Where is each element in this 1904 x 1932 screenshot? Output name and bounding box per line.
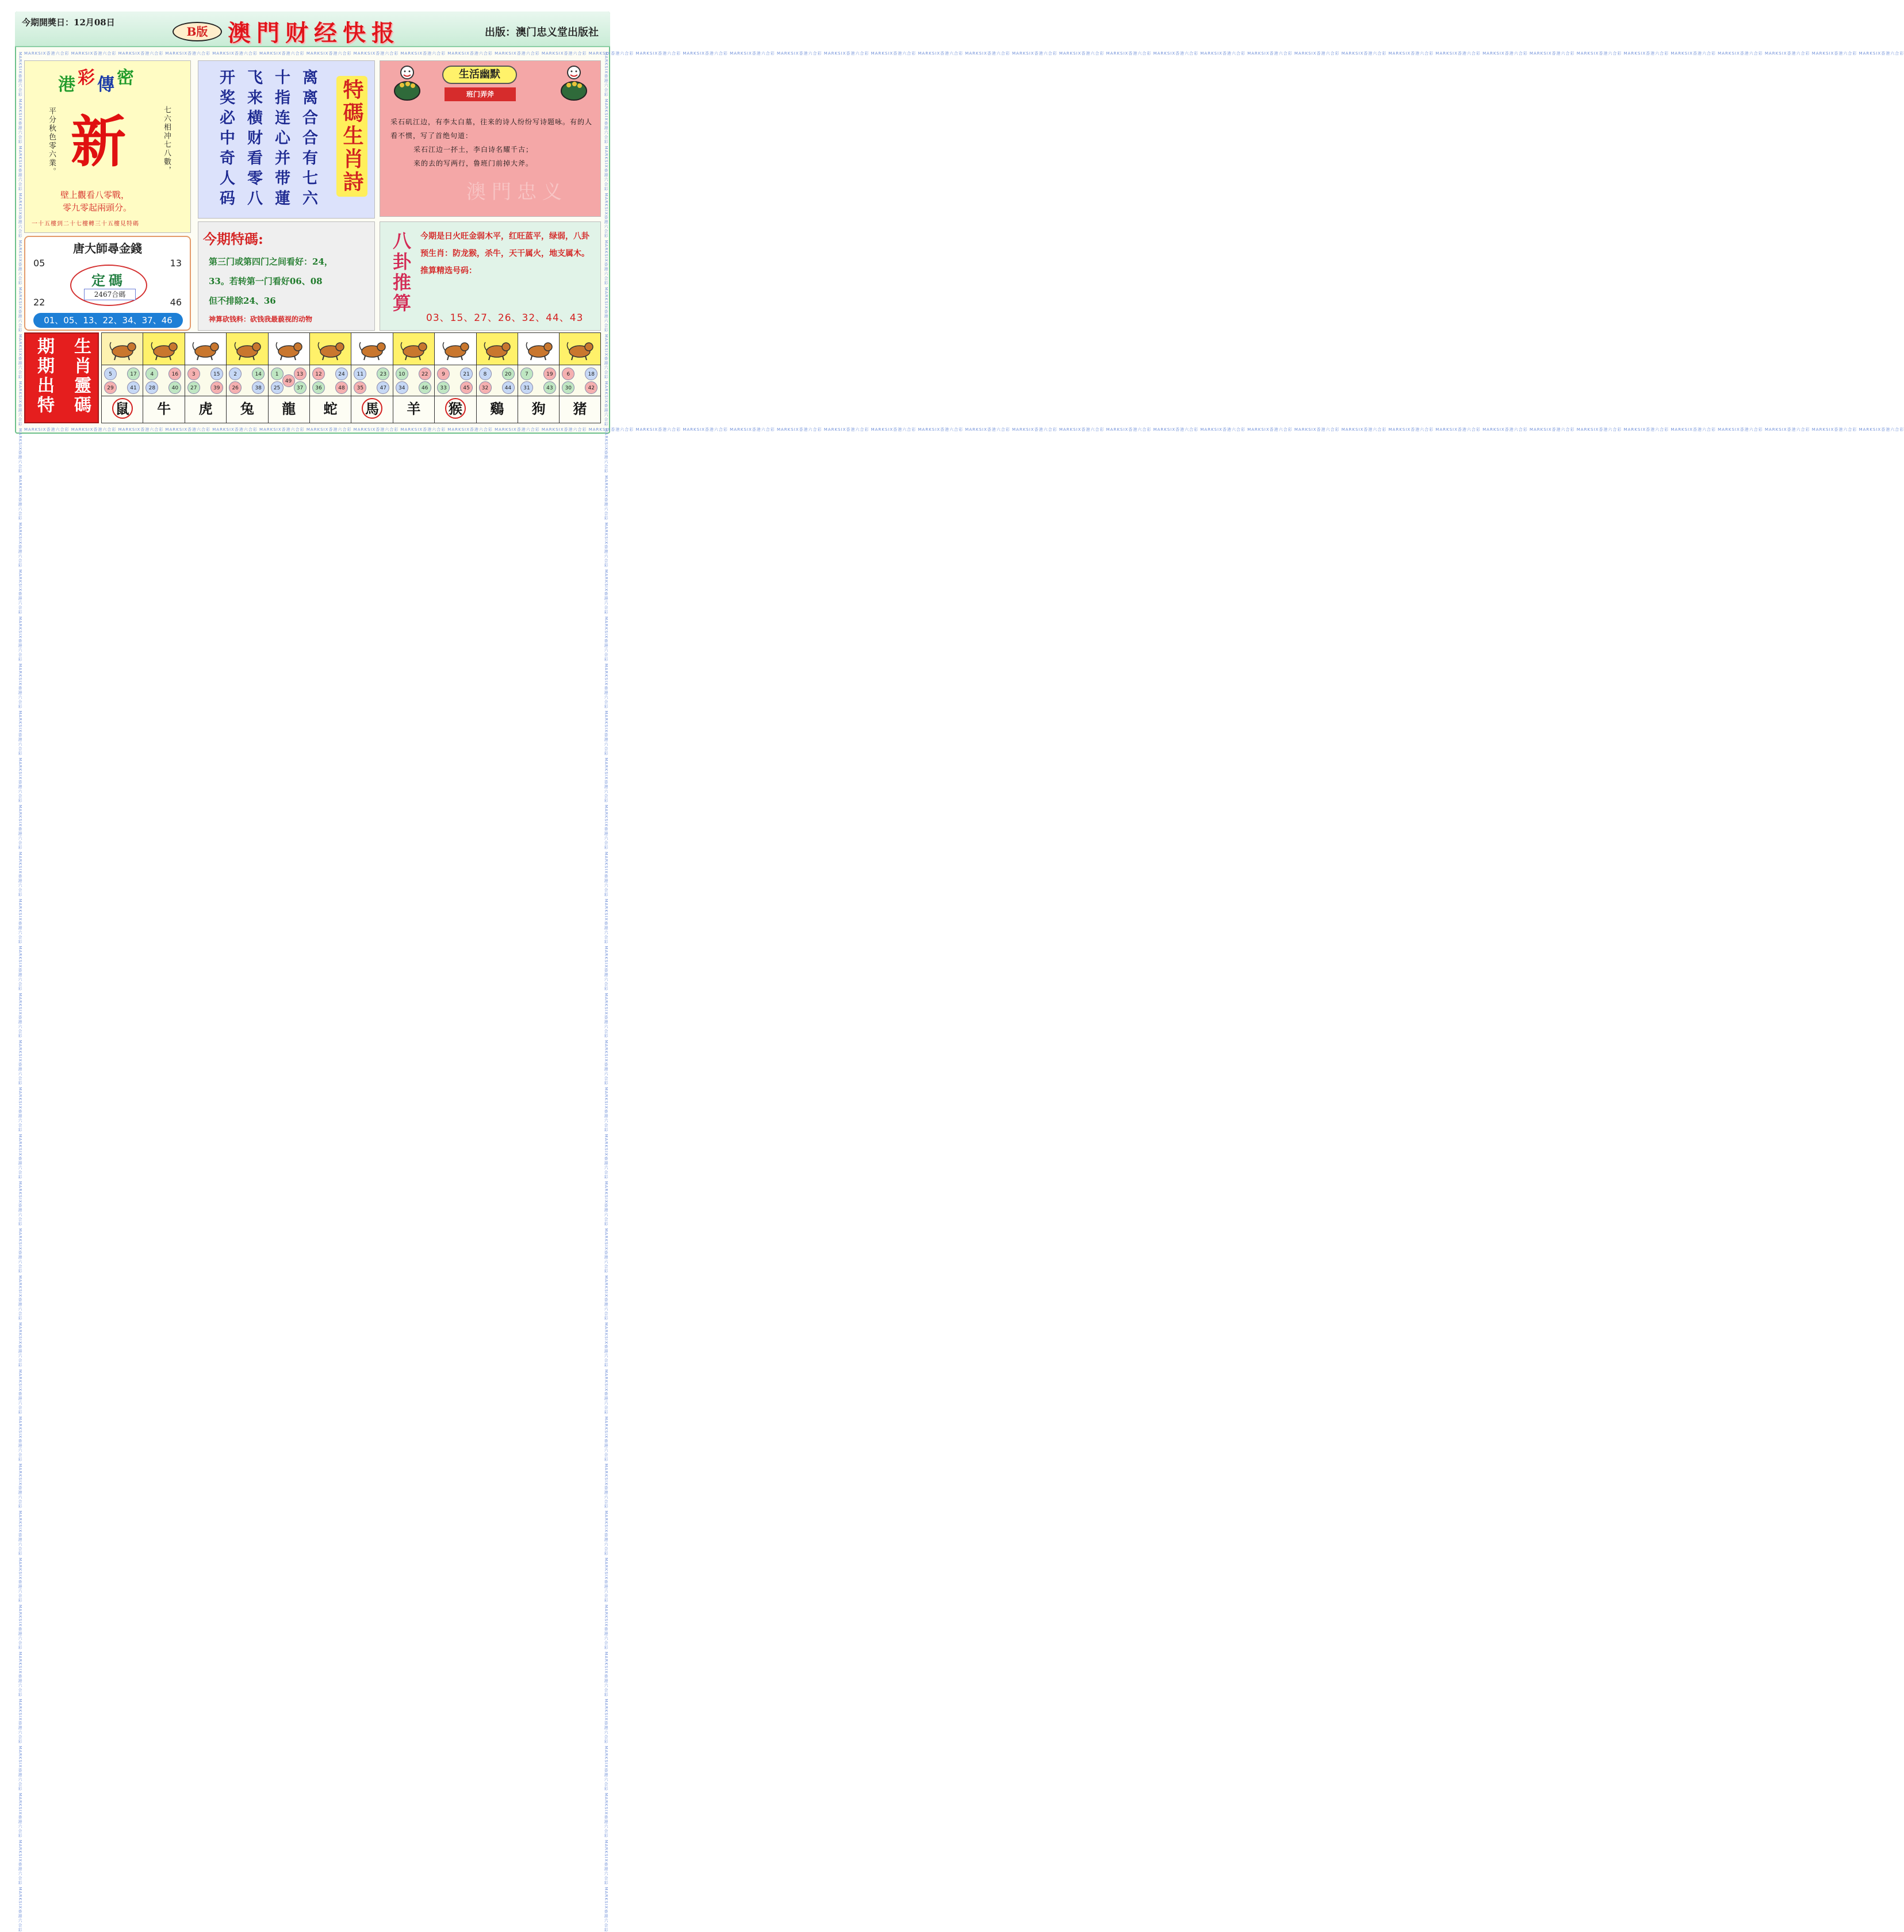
bagua-panel: [380, 221, 601, 331]
humor-title: 生活幽默: [442, 66, 517, 84]
number-balls: [393, 365, 434, 396]
humor-paragraph: 采石矶江边，有李太白墓，往来的诗人纷纷写诗题咏。有的人看不惯，写了首绝句道：: [390, 118, 593, 140]
horse-icon: [351, 333, 392, 365]
number-ball: 8: [479, 368, 492, 380]
zodiac-name: 牛: [157, 400, 171, 417]
zodiac-name: 龍: [282, 400, 296, 417]
monkey-icon: [435, 333, 476, 365]
zodiac-name: [351, 396, 392, 423]
poem-column: 离离合合有七六: [300, 69, 317, 210]
number-ball: 3: [187, 368, 200, 380]
number-ball: 28: [145, 381, 158, 394]
number-balls: [227, 365, 267, 396]
number-ball: 29: [104, 381, 117, 394]
special-line-1: 第三门或第四门之间看好：24，: [209, 257, 333, 267]
number-ball: 41: [127, 381, 140, 394]
zodiac-label-col-1: 生肖靈碼: [71, 337, 91, 415]
rooster-icon: [477, 333, 518, 365]
fixed-code-ellipse: [70, 265, 147, 306]
zodiac-cell: [351, 332, 392, 423]
zodiac-cell: [476, 332, 518, 423]
humor-panel: [380, 60, 601, 217]
zodiac-cell: [309, 332, 351, 423]
zodiac-table: [24, 332, 601, 426]
number-balls: [351, 365, 392, 396]
poem-panel: [198, 60, 375, 219]
number-ball: 49: [282, 374, 295, 387]
combo-code: 2467合碼: [84, 289, 136, 300]
zodiac-name: [435, 396, 476, 423]
bagua-numbers: 03、15、27、26、32、44、43: [426, 312, 584, 324]
number-balls: [185, 365, 226, 396]
number-ball: 22: [419, 368, 431, 380]
number-ball: 31: [520, 381, 533, 394]
rat-icon: [102, 333, 143, 365]
logo-char: 港: [58, 75, 75, 95]
zodiac-label-col-2: 期期出特: [34, 337, 54, 415]
bagua-label: 八卦推算: [390, 231, 412, 314]
number-ball: 20: [502, 368, 515, 380]
circled-zodiac-name: 鼠: [112, 398, 133, 419]
secret-logo: [58, 67, 136, 95]
logo-char: 密: [117, 68, 134, 88]
number-ball: 5: [104, 368, 117, 380]
number-balls: [477, 365, 518, 396]
number-ball: 14: [252, 368, 265, 380]
couplet-line-1: 壁上觀看八零戰，: [60, 190, 130, 200]
zodiac-cell: [143, 332, 184, 423]
number-ball: 46: [419, 381, 431, 394]
logo-char: 傳: [97, 75, 114, 95]
number-ball: 43: [543, 381, 556, 394]
zodiac-name: 猪: [573, 400, 587, 417]
corner-number-bottom-right: 46: [170, 297, 182, 308]
number-balls: [435, 365, 476, 396]
watermark: 澳門忠义: [466, 181, 568, 204]
number-ball: 45: [460, 381, 473, 394]
zodiac-label: [24, 332, 99, 423]
circled-zodiac-name: 馬: [362, 398, 382, 419]
number-ball: 19: [543, 368, 556, 380]
humor-subtitle: 班门弄斧: [445, 87, 516, 101]
couplet: [60, 189, 132, 214]
zodiac-cell: [268, 332, 309, 423]
zodiac-name: 羊: [407, 400, 421, 417]
poem-column: 飞来横财看零八: [244, 69, 262, 210]
poem-label: 特碼生肖詩: [336, 76, 367, 197]
number-ball: 21: [460, 368, 473, 380]
number-ball: 30: [562, 381, 574, 394]
issue-date: 今期開獎日：12月08日: [22, 17, 115, 28]
number-ball: 18: [585, 368, 597, 380]
number-ball: 12: [312, 368, 325, 380]
logo-char: 彩: [78, 68, 95, 88]
zodiac-cell: [185, 332, 226, 423]
paper-title: 澳門财经快报: [228, 20, 400, 47]
number-ball: 9: [437, 368, 450, 380]
number-ball: 34: [396, 381, 408, 394]
right-strip: MARKSIX香港六合彩 MARKSIX香港六合彩 MARKSIX香港六合彩 MARKSIX香港六合彩 MARKSIX香港六合彩 MARKSIX香港六合彩 MARKSIX香港六合彩 MARKSIX香港六合彩 MARKSIX香港六合彩 MARKSIX香港六合彩 MARKSIX香港六合彩 MARKSIX香港六合彩 MARKSIX香港六合彩 MARKSIX香港六合彩 MARKSIX香港六合彩 MARKSIX香港六合彩 MARKSIX香港六合彩 MARKSIX香港六合彩 MARKSIX香港六合彩 MARKSIX香港六合彩 MARKSIX香港六合彩 MARKSIX香港六合彩 MARKSIX香港六合彩 MARKSIX香港六合彩 MARKSIX香港六合彩 MARKSIX香港六合彩 MARKSIX香港六合彩 MARKSIX香港六合彩 MARKSIX香港六合彩 MARKSIX香港六合彩 MARKSIX香港六合彩 MARKSIX香港六合彩 MARKSIX香港六合彩 MARKSIX香港六合彩 MARKSIX香港六合彩 MARKSIX香港六合彩 MARKSIX香港六合彩 MARKSIX香港六合彩 MARKSIX香港六合彩 MARKSIX香港六合彩: [604, 52, 608, 1932]
mascot-money-bag-icon: [390, 63, 424, 101]
secret-panel: [24, 60, 191, 233]
number-ball: 44: [502, 381, 515, 394]
zodiac-name: 兔: [240, 400, 254, 417]
number-ball: 24: [335, 368, 348, 380]
number-ball: 6: [562, 368, 574, 380]
couplet-line-2: 零九零起兩頭分。: [63, 202, 132, 213]
pig-icon: [560, 333, 600, 365]
number-ball: 17: [127, 368, 140, 380]
right-verse-column: 七六相冲七八數，: [162, 106, 171, 175]
special-riddle: 神算砍钱料：砍钱我最藐视的动物: [209, 315, 313, 323]
number-ball: 25: [271, 381, 284, 394]
number-balls: [310, 365, 351, 396]
zodiac-name: 虎: [198, 400, 213, 417]
number-ball: 26: [229, 381, 242, 394]
number-ball: 37: [294, 381, 307, 394]
zodiac-cell: [226, 332, 267, 423]
zodiac-name: 狗: [531, 400, 546, 417]
corner-number-top-right: 13: [170, 258, 182, 269]
dog-icon: [518, 333, 559, 365]
zodiac-cell: [518, 332, 559, 423]
circled-zodiac-name: 猴: [445, 398, 466, 419]
humor-story: [390, 115, 595, 170]
tiger-icon: [185, 333, 226, 365]
tang-title: 唐大師尋金錢: [73, 242, 142, 255]
zodiac-cell: [101, 332, 143, 423]
number-ball: 40: [168, 381, 181, 394]
number-ball: 10: [396, 368, 408, 380]
number-ball: 7: [520, 368, 533, 380]
number-ball: 36: [312, 381, 325, 394]
number-ball: 4: [145, 368, 158, 380]
number-ball: 11: [354, 368, 366, 380]
number-ball: 42: [585, 381, 597, 394]
bottom-strip: MARKSIX香港六合彩 MARKSIX香港六合彩 MARKSIX香港六合彩 MARKSIX香港六合彩 MARKSIX香港六合彩 MARKSIX香港六合彩 MARKSIX香港六合彩 MARKSIX香港六合彩 MARKSIX香港六合彩 MARKSIX香港六合彩 MARKSIX香港六合彩 MARKSIX香港六合彩 MARKSIX香港六合彩 MARKSIX香港六合彩 MARKSIX香港六合彩 MARKSIX香港六合彩 MARKSIX香港六合彩 MARKSIX香港六合彩 MARKSIX香港六合彩 MARKSIX香港六合彩 MARKSIX香港六合彩 MARKSIX香港六合彩 MARKSIX香港六合彩 MARKSIX香港六合彩 MARKSIX香港六合彩 MARKSIX香港六合彩 MARKSIX香港六合彩 MARKSIX香港六合彩 MARKSIX香港六合彩 MARKSIX香港六合彩 MARKSIX香港六合彩 MARKSIX香港六合彩 MARKSIX香港六合彩 MARKSIX香港六合彩 MARKSIX香港六合彩 MARKSIX香港六合彩 MARKSIX香港六合彩 MARKSIX香港六合彩 MARKSIX香港六合彩 MARKSIX香港六合彩: [24, 427, 1904, 432]
number-balls: [560, 365, 600, 396]
special-code-panel: [198, 221, 375, 331]
number-ball: 38: [252, 381, 265, 394]
special-line-2: 33。若转第一门看好06、08: [209, 276, 323, 286]
zodiac-cell: [393, 332, 434, 423]
number-ball: 1: [271, 368, 284, 380]
poem-column: 十指连心并带蓮: [272, 69, 290, 210]
publisher: 出版：澳门忠义堂出版社: [485, 26, 599, 39]
special-title: 今期特碼:: [203, 231, 263, 247]
tang-panel: [24, 236, 191, 331]
corner-number-top-left: 05: [33, 258, 45, 269]
number-ball: 13: [294, 368, 307, 380]
tang-numbers: 01、05、13、22、34、37、46: [33, 313, 183, 328]
number-ball: 23: [377, 368, 389, 380]
number-ball: 35: [354, 381, 366, 394]
number-balls: [269, 365, 309, 396]
rabbit-icon: [227, 333, 267, 365]
number-ball: 15: [210, 368, 223, 380]
number-ball: 47: [377, 381, 389, 394]
zodiac-cell: [434, 332, 476, 423]
zodiac-name: 蛇: [323, 400, 338, 417]
poem-column: 开奖必中奇人码: [217, 69, 235, 210]
number-ball: 2: [229, 368, 242, 380]
humor-verse-1: 采石江边一抔土，李白诗名耀千古；: [413, 146, 534, 154]
number-ball: 16: [168, 368, 181, 380]
bagua-text: 今期是日火旺金弱木平，红旺蓝平，绿弱，八卦预生肖：防龙猴，杀牛，天干属火，地支属木。推算精选号码：: [420, 232, 589, 276]
floor-hint: 一十五樓到二十七樓轉三十五樓見特碼: [32, 221, 139, 227]
number-ball: 39: [210, 381, 223, 394]
left-strip: MARKSIX香港六合彩 MARKSIX香港六合彩 MARKSIX香港六合彩 MARKSIX香港六合彩 MARKSIX香港六合彩 MARKSIX香港六合彩 MARKSIX香港六合彩 MARKSIX香港六合彩 MARKSIX香港六合彩 MARKSIX香港六合彩 MARKSIX香港六合彩 MARKSIX香港六合彩 MARKSIX香港六合彩 MARKSIX香港六合彩 MARKSIX香港六合彩 MARKSIX香港六合彩 MARKSIX香港六合彩 MARKSIX香港六合彩 MARKSIX香港六合彩 MARKSIX香港六合彩 MARKSIX香港六合彩 MARKSIX香港六合彩 MARKSIX香港六合彩 MARKSIX香港六合彩 MARKSIX香港六合彩 MARKSIX香港六合彩 MARKSIX香港六合彩 MARKSIX香港六合彩 MARKSIX香港六合彩 MARKSIX香港六合彩 MARKSIX香港六合彩 MARKSIX香港六合彩 MARKSIX香港六合彩 MARKSIX香港六合彩 MARKSIX香港六合彩 MARKSIX香港六合彩 MARKSIX香港六合彩 MARKSIX香港六合彩 MARKSIX香港六合彩 MARKSIX香港六合彩: [18, 52, 22, 1932]
mascot-money-bag-icon: [557, 63, 591, 101]
goat-icon: [393, 333, 434, 365]
zodiac-cell: [559, 332, 600, 423]
zodiac-name: 鷄: [490, 400, 504, 417]
fixed-code-label: 定碼: [91, 272, 126, 289]
number-balls: [102, 365, 143, 396]
zodiac-name: [102, 396, 143, 423]
number-ball: 48: [335, 381, 348, 394]
special-line-3: 但不排除24、36: [209, 296, 276, 306]
number-balls: [518, 365, 559, 396]
number-ball: 33: [437, 381, 450, 394]
poem-columns: [216, 69, 318, 210]
number-ball: 27: [187, 381, 200, 394]
number-balls: [143, 365, 184, 396]
left-verse-column: 平分秋色零六業。: [47, 107, 56, 176]
masthead: [15, 12, 610, 47]
dragon-icon: [269, 333, 309, 365]
zodiac-grid: [101, 332, 601, 423]
snake-icon: [310, 333, 351, 365]
ox-icon: [143, 333, 184, 365]
number-ball: 32: [479, 381, 492, 394]
corner-number-bottom-left: 22: [33, 297, 45, 308]
top-strip: MARKSIX香港六合彩 MARKSIX香港六合彩 MARKSIX香港六合彩 MARKSIX香港六合彩 MARKSIX香港六合彩 MARKSIX香港六合彩 MARKSIX香港六合彩 MARKSIX香港六合彩 MARKSIX香港六合彩 MARKSIX香港六合彩 MARKSIX香港六合彩 MARKSIX香港六合彩 MARKSIX香港六合彩 MARKSIX香港六合彩 MARKSIX香港六合彩 MARKSIX香港六合彩 MARKSIX香港六合彩 MARKSIX香港六合彩 MARKSIX香港六合彩 MARKSIX香港六合彩 MARKSIX香港六合彩 MARKSIX香港六合彩 MARKSIX香港六合彩 MARKSIX香港六合彩 MARKSIX香港六合彩 MARKSIX香港六合彩 MARKSIX香港六合彩 MARKSIX香港六合彩 MARKSIX香港六合彩 MARKSIX香港六合彩 MARKSIX香港六合彩 MARKSIX香港六合彩 MARKSIX香港六合彩 MARKSIX香港六合彩 MARKSIX香港六合彩 MARKSIX香港六合彩 MARKSIX香港六合彩 MARKSIX香港六合彩 MARKSIX香港六合彩 MARKSIX香港六合彩: [24, 51, 1904, 56]
humor-verse-2: 来的去的写两行，鲁班门前掉大斧。: [413, 159, 534, 167]
edition-badge: B版: [173, 22, 222, 41]
big-character: 新: [71, 109, 126, 174]
